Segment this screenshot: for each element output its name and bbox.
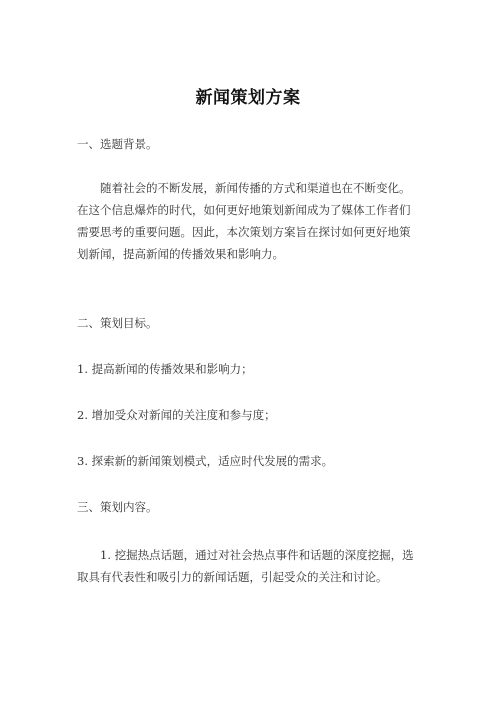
goal-item-3: 3. 探索新的新闻策划模式，适应时代发展的需求。 xyxy=(77,454,334,468)
paragraph-line: 取具有代表性和吸引力的新闻话题，引起受众的关注和讨论。 xyxy=(77,570,388,584)
section-heading-goals: 二、策划目标。 xyxy=(77,316,158,330)
goal-item-2: 2. 增加受众对新闻的关注度和参与度； xyxy=(77,408,276,422)
section-heading-background: 一、选题背景。 xyxy=(77,137,158,151)
paragraph-line: 需要思考的重要问题。因此，本次策划方案旨在探讨如何更好地策 xyxy=(77,225,411,239)
paragraph-line: 1. 挖掘热点话题，通过对社会热点事件和话题的深度挖掘，选 xyxy=(100,548,414,562)
paragraph-line: 随着社会的不断发展，新闻传播的方式和渠道也在不断变化。 xyxy=(100,181,411,195)
document-title: 新闻策划方案 xyxy=(195,88,301,108)
content-item-1 xyxy=(77,544,427,588)
background-paragraph xyxy=(77,177,427,265)
goal-item-1: 1. 提高新闻的传播效果和影响力； xyxy=(77,362,253,376)
paragraph-line: 划新闻，提高新闻的传播效果和影响力。 xyxy=(77,247,284,261)
paragraph-line: 在这个信息爆炸的时代，如何更好地策划新闻成为了媒体工作者们 xyxy=(77,203,411,217)
section-heading-content: 三、策划内容。 xyxy=(77,500,158,514)
